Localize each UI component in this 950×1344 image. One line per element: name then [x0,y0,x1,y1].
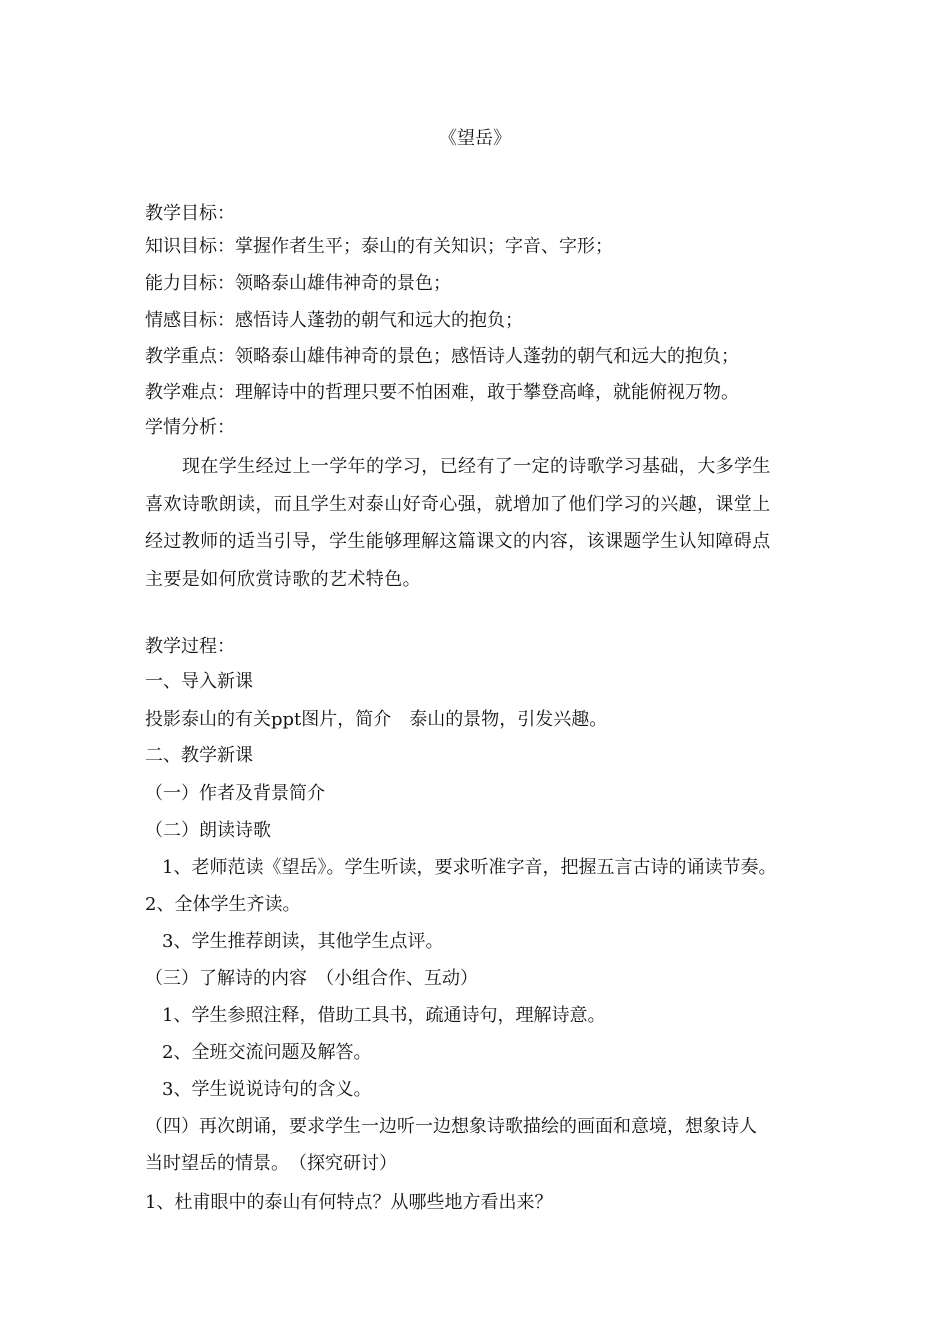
section-three-item: 3、学生说说诗句的含义。 [162,1079,372,1100]
section-three-heading: （三）了解诗的内容 （小组合作、互动） [145,968,478,989]
analysis-heading: 学情分析： [145,417,235,438]
key-points: 教学重点：领略泰山雄伟神奇的景色；感悟诗人蓬勃的朝气和远大的抱负； [145,346,739,367]
section-two-item: 3、学生推荐朗读，其他学生点评。 [162,931,444,952]
section-two-item: 2、全体学生齐读。 [145,894,301,915]
emotion-goal: 情感目标：感悟诗人蓬勃的朝气和远大的抱负； [145,310,523,331]
section-three-item: 2、全班交流问题及解答。 [162,1042,372,1063]
part-one-heading: 一、导入新课 [145,671,253,692]
section-three-item: 1、学生参照注释，借助工具书，疏通诗句，理解诗意。 [162,1005,606,1026]
section-two-heading: （二）朗读诗歌 [145,820,271,841]
analysis-paragraph [145,448,825,598]
section-one-heading: （一）作者及背景简介 [145,783,325,804]
section-four-line: （四）再次朗诵，要求学生一边听一边想象诗歌描绘的画面和意境，想象诗人 [145,1116,757,1137]
process-heading: 教学过程： [145,636,235,657]
goals-heading: 教学目标： [145,203,235,224]
analysis-line: 经过教师的适当引导，学生能够理解这篇课文的内容，该课题学生认知障碍点 [145,531,771,552]
part-two-heading: 二、教学新课 [145,745,253,766]
ability-goal: 能力目标：领略泰山雄伟神奇的景色； [145,273,451,294]
analysis-line: 喜欢诗歌朗读，而且学生对泰山好奇心强，就增加了他们学习的兴趣，课堂上 [145,493,771,515]
difficulties: 教学难点：理解诗中的哲理只要不怕困难，敢于攀登高峰，就能俯视万物。 [145,382,739,403]
knowledge-goal: 知识目标：掌握作者生平；泰山的有关知识；字音、字形； [145,236,613,257]
analysis-line: 现在学生经过上一学年的学习，已经有了一定的诗歌学习基础，大多学生 [182,456,771,477]
section-four-line: 当时望岳的情景。 （探究研讨） [145,1153,397,1174]
question-one: 1、杜甫眼中的泰山有何特点？从哪些地方看出来？ [145,1192,553,1213]
section-two-item: 1、老师范读《望岳》。学生听读，要求听准字音，把握五言古诗的诵读节奏。 [162,857,777,878]
analysis-line: 主要是如何欣赏诗歌的艺术特色。 [145,568,421,590]
part-one-body: 投影泰山的有关ppt图片，简介 泰山的景物，引发兴趣。 [145,709,608,730]
document-title: 《望岳》 [439,128,511,149]
